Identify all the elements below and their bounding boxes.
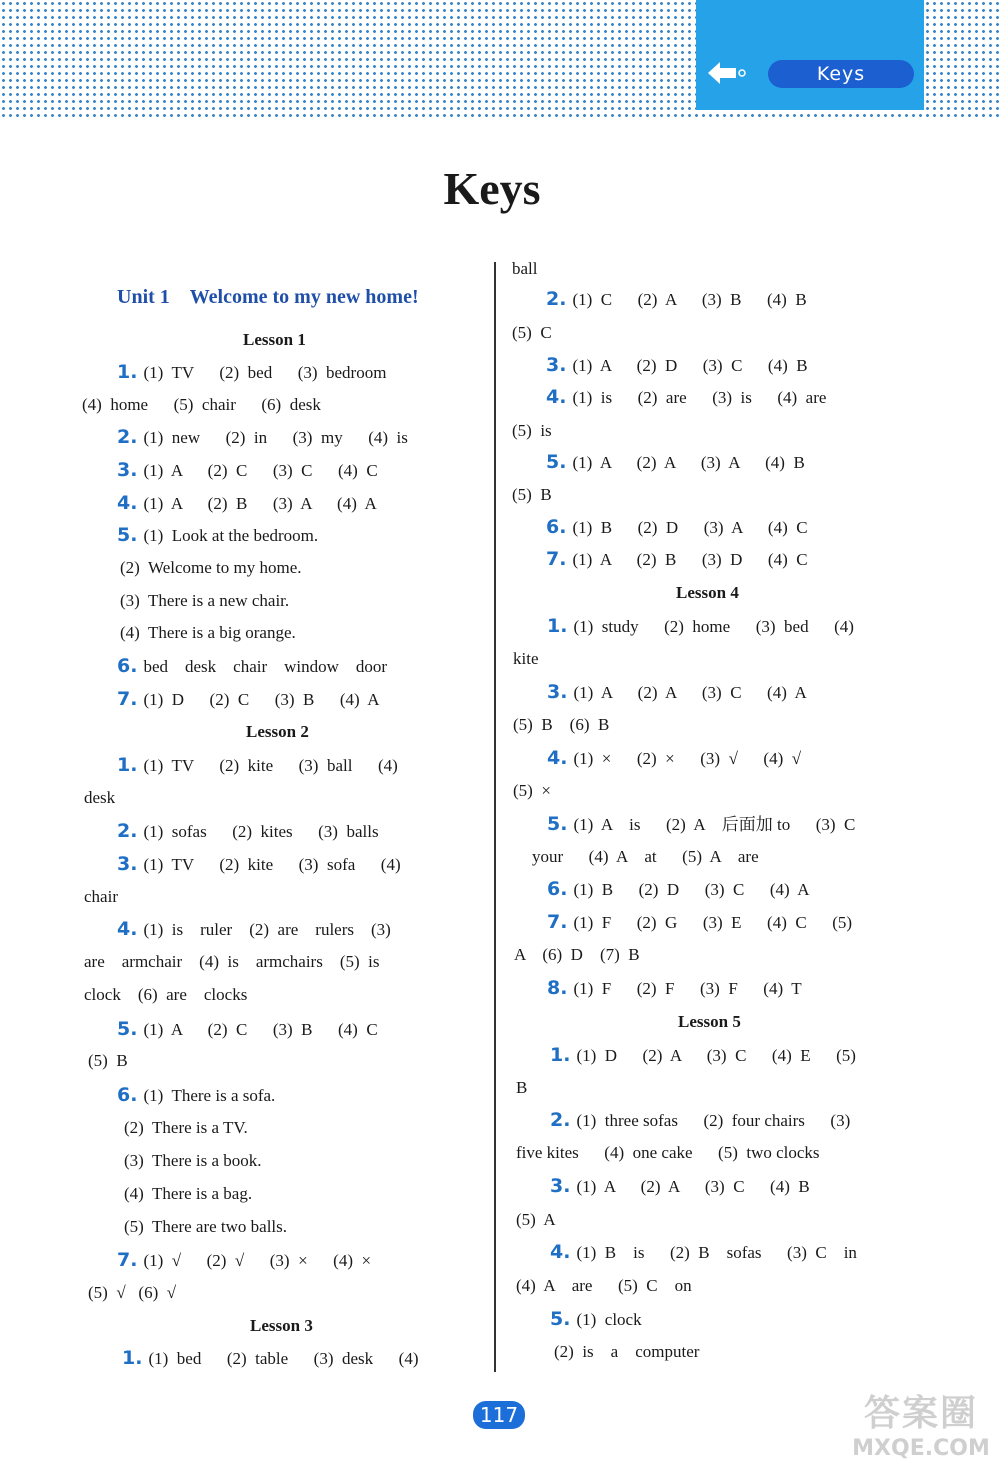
answer-text: (1) A (2) A (3) A (4) B — [572, 453, 805, 472]
answer-text: (1) There is a sofa. — [143, 1086, 276, 1105]
answer-text: (5) C — [512, 323, 552, 342]
watermark-text: 答案圈 — [863, 1393, 978, 1434]
answer-line — [117, 918, 391, 941]
answer-line — [550, 1241, 857, 1264]
answer-text: (1) Look at the bedroom. — [143, 526, 319, 545]
answer-line — [88, 1282, 176, 1304]
answer-line — [124, 1150, 262, 1172]
answer-line — [513, 648, 539, 670]
answer-text: (1) clock — [576, 1310, 642, 1329]
header-tab — [696, 0, 924, 110]
answer-line — [117, 754, 398, 777]
answer-text: (1) A (2) B (3) A (4) A — [143, 494, 377, 513]
answer-line — [554, 1341, 699, 1363]
column-divider — [494, 262, 496, 1372]
answer-line — [117, 426, 408, 449]
answer-text: (1) TV (2) kite (3) sofa (4) — [143, 855, 401, 874]
question-number: 6. — [546, 516, 567, 538]
answer-text: (1) sofas (2) kites (3) balls — [143, 822, 379, 841]
answer-line — [547, 681, 807, 704]
answer-line — [547, 747, 801, 770]
answer-line — [84, 787, 115, 809]
answer-line — [88, 1050, 128, 1072]
question-number: 3. — [546, 354, 567, 376]
watermark-url: MXQE.COM — [852, 1436, 990, 1461]
answer-line — [516, 1077, 527, 1099]
answer-text: kite — [513, 649, 539, 668]
question-number: 5. — [547, 813, 568, 835]
answer-line — [512, 258, 538, 280]
answer-text: (3) There is a new chair. — [120, 591, 290, 610]
answer-text: (3) There is a book. — [124, 1151, 262, 1170]
question-number: 2. — [546, 288, 567, 310]
answer-line — [550, 1044, 856, 1067]
answer-line — [546, 354, 808, 377]
answer-line — [120, 622, 296, 644]
answer-text: (1) A (2) A (3) C (4) B — [576, 1177, 810, 1196]
answer-line — [117, 820, 379, 843]
answer-text: (1) F (2) G (3) E (4) C (5) — [573, 913, 853, 932]
answer-line — [84, 886, 118, 908]
answer-text: (1) is (2) are (3) is (4) are — [572, 388, 827, 407]
question-number: 3. — [117, 459, 138, 481]
answer-text: (5) √ (6) √ — [88, 1283, 177, 1302]
answer-text: (1) √ (2) √ (3) × (4) × — [143, 1251, 372, 1270]
answer-text: (5) There are two balls. — [124, 1217, 288, 1236]
answer-line — [84, 984, 247, 1006]
answer-text: (1) A (2) C (3) C (4) C — [143, 461, 378, 480]
question-number: 3. — [547, 681, 568, 703]
answer-text: ball — [512, 259, 538, 278]
answer-line — [117, 853, 401, 876]
lesson-1-heading: Lesson 1 — [243, 330, 306, 349]
answer-line — [117, 492, 377, 515]
answer-text: (1) F (2) F (3) F (4) T — [573, 979, 802, 998]
answer-text: (2) There is a TV. — [124, 1118, 248, 1137]
answer-text: (4) There is a big orange. — [120, 623, 296, 642]
question-number: 2. — [117, 426, 138, 448]
answer-text: (1) new (2) in (3) my (4) is — [143, 428, 408, 447]
question-number: 4. — [547, 747, 568, 769]
answer-line — [547, 615, 854, 638]
answer-text: (5) B (6) B — [513, 715, 610, 734]
answer-text: (1) D (2) A (3) C (4) E (5) — [576, 1046, 856, 1065]
answer-line — [550, 1175, 810, 1198]
question-number: 7. — [117, 1249, 138, 1271]
question-number: 7. — [547, 911, 568, 933]
answer-text: (1) C (2) A (3) B (4) B — [572, 290, 807, 309]
answer-text: (1) A (2) D (3) C (4) B — [572, 356, 808, 375]
answer-line — [124, 1117, 248, 1139]
unit-title: Unit 1 Welcome to my new home! — [117, 286, 419, 308]
question-number: 1. — [550, 1044, 571, 1066]
question-number: 2. — [117, 820, 138, 842]
lesson-5-heading: Lesson 5 — [678, 1012, 741, 1031]
answer-line — [117, 1249, 371, 1272]
question-number: 5. — [550, 1308, 571, 1330]
answer-line — [124, 1216, 287, 1238]
question-number: 1. — [117, 754, 138, 776]
question-number: 5. — [546, 451, 567, 473]
answer-text: (2) Welcome to my home. — [120, 558, 302, 577]
answer-line — [120, 557, 302, 579]
answer-text: (1) B (2) D (3) C (4) A — [573, 880, 810, 899]
answer-text: (5) is — [512, 421, 552, 440]
answer-text: (1) D (2) C (3) B (4) A — [143, 690, 380, 709]
answer-text: clock (6) are clocks — [84, 985, 248, 1004]
question-number: 6. — [117, 1084, 138, 1106]
answer-text: A (6) D (7) B — [514, 945, 640, 964]
answer-line — [547, 977, 802, 1000]
answer-text: (1) A (2) A (3) C (4) A — [573, 683, 807, 702]
answer-line — [550, 1308, 642, 1331]
answer-line — [124, 1183, 252, 1205]
answer-line — [117, 361, 386, 384]
lesson-4-heading: Lesson 4 — [676, 583, 739, 602]
answer-line — [117, 688, 380, 711]
question-number: 1. — [547, 615, 568, 637]
answer-text: (1) A (2) C (3) B (4) C — [143, 1020, 378, 1039]
answer-text: (1) is ruler (2) are rulers (3) — [143, 920, 391, 939]
question-number: 6. — [547, 878, 568, 900]
answer-line — [546, 516, 808, 539]
answer-line — [516, 1142, 820, 1164]
answer-text: (1) three sofas (2) four chairs (3) — [576, 1111, 851, 1130]
question-number: 7. — [546, 548, 567, 570]
answer-text: your (4) A at (5) A are — [532, 847, 759, 866]
answer-line — [550, 1109, 850, 1132]
answer-line — [117, 1018, 378, 1041]
question-number: 6. — [117, 655, 138, 677]
answer-line — [117, 524, 318, 547]
question-number: 4. — [546, 386, 567, 408]
answer-text: five kites (4) one cake (5) two clocks — [516, 1143, 820, 1162]
answer-text: (1) A is (2) A 后面加 to (3) C — [573, 815, 856, 834]
question-number: 4. — [550, 1241, 571, 1263]
answer-text: (4) There is a bag. — [124, 1184, 253, 1203]
answer-line — [84, 951, 380, 973]
answer-line — [547, 813, 855, 836]
question-number: 1. — [117, 361, 138, 383]
page-title: Keys — [443, 163, 541, 214]
answer-line — [546, 451, 805, 474]
page-number: 117 — [473, 1401, 525, 1429]
answer-text: B — [516, 1078, 528, 1097]
answer-line — [532, 846, 759, 868]
answer-text: bed desk chair window door — [143, 657, 388, 676]
answer-line — [546, 548, 808, 571]
answer-line — [512, 484, 552, 506]
answer-line — [516, 1209, 556, 1231]
question-number: 4. — [117, 492, 138, 514]
keys-tab-label: Keys — [768, 60, 914, 88]
answer-line — [513, 780, 551, 802]
answer-text: are armchair (4) is armchairs (5) is — [84, 952, 380, 971]
answer-text: desk — [84, 788, 116, 807]
answer-text: (1) TV (2) bed (3) bedroom — [143, 363, 387, 382]
answer-text: (1) B is (2) B sofas (3) C in — [576, 1243, 857, 1262]
answer-text: (1) × (2) × (3) √ (4) √ — [573, 749, 802, 768]
watermark-logo — [846, 1392, 996, 1468]
answer-text: (1) B (2) D (3) A (4) C — [572, 518, 808, 537]
answer-line — [512, 322, 552, 344]
answer-text: (5) × — [513, 781, 551, 800]
answer-line — [547, 878, 810, 901]
question-number: 4. — [117, 918, 138, 940]
question-number: 8. — [547, 977, 568, 999]
answer-text: (1) bed (2) table (3) desk (4) — [148, 1349, 419, 1368]
answer-line — [546, 288, 807, 311]
question-number: 5. — [117, 524, 138, 546]
answer-text: (5) B — [512, 485, 552, 504]
answer-line — [122, 1347, 419, 1370]
answer-line — [546, 386, 826, 409]
question-number: 2. — [550, 1109, 571, 1131]
answer-text: (5) B — [88, 1051, 128, 1070]
answer-text: (5) A — [516, 1210, 556, 1229]
answer-line — [117, 459, 378, 482]
lesson-2-heading: Lesson 2 — [246, 722, 309, 741]
answer-text: (1) TV (2) kite (3) ball (4) — [143, 756, 398, 775]
answer-line — [512, 420, 552, 442]
answer-text: (1) A (2) B (3) D (4) C — [572, 550, 808, 569]
answer-text: chair — [84, 887, 118, 906]
question-number: 3. — [117, 853, 138, 875]
answer-line — [513, 714, 609, 736]
answer-line — [117, 1084, 275, 1107]
answer-line — [117, 655, 387, 678]
answer-line — [82, 394, 321, 416]
answer-text: (1) study (2) home (3) bed (4) — [573, 617, 854, 636]
question-number: 1. — [122, 1347, 143, 1369]
answer-text: (4) home (5) chair (6) desk — [82, 395, 321, 414]
arrow-left-icon — [706, 58, 746, 88]
answer-line — [516, 1275, 692, 1297]
answer-line — [547, 911, 852, 934]
lesson-3-heading: Lesson 3 — [250, 1316, 313, 1335]
answer-text: (2) is a computer — [554, 1342, 700, 1361]
answer-line — [120, 590, 289, 612]
question-number: 5. — [117, 1018, 138, 1040]
question-number: 7. — [117, 688, 138, 710]
answer-line — [514, 944, 640, 966]
answer-text: (4) A are (5) C on — [516, 1276, 692, 1295]
question-number: 3. — [550, 1175, 571, 1197]
